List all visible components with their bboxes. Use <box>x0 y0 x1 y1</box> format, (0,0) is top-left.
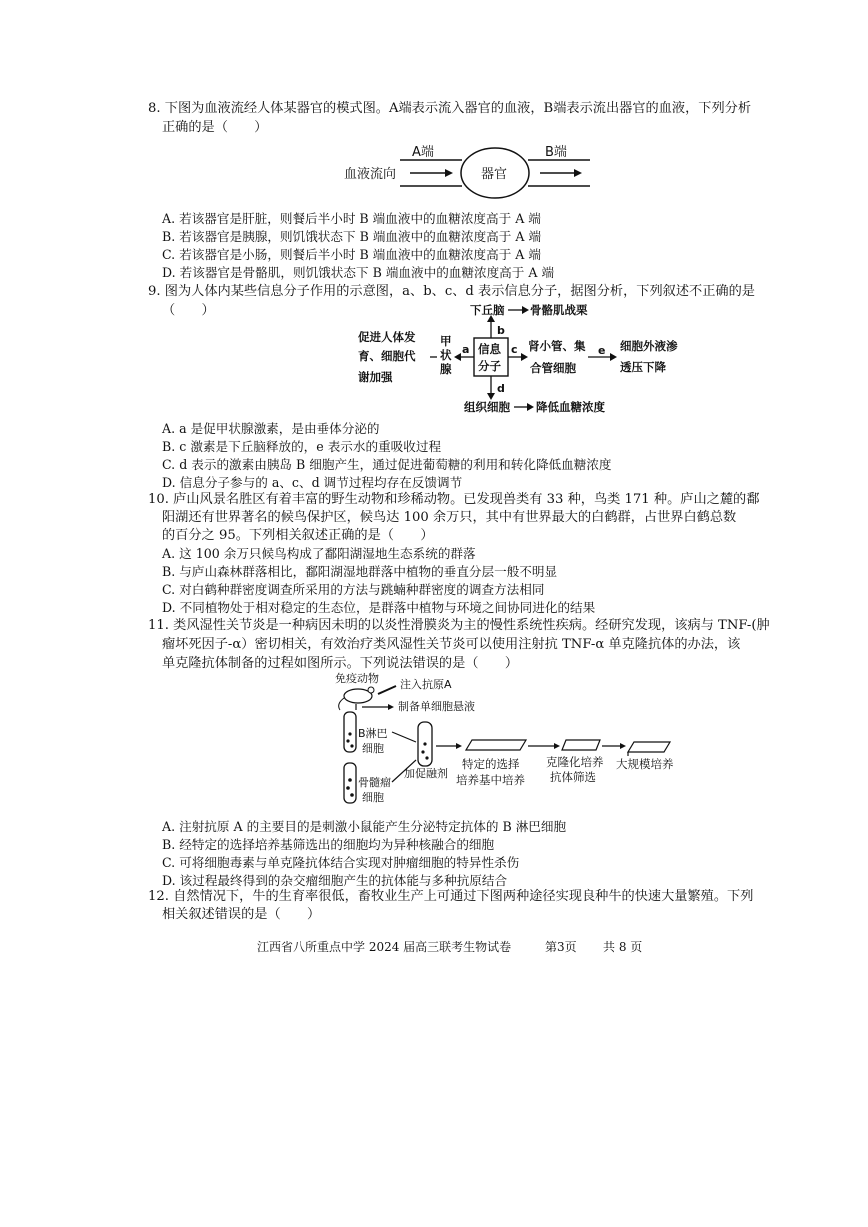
q11-fusion-dot-2 <box>421 750 424 753</box>
q10-option-b: B. 与庐山森林群落相比，鄱阳湖湿地群落中植物的垂直分层一般不明显 <box>162 564 558 579</box>
q8-flow-label: 血液流向 <box>344 167 397 182</box>
q12-stem-line2: 相关叙述错误的是（ ） <box>162 907 321 922</box>
q9-label-b: b <box>497 324 505 337</box>
q9-option-b: B. c 激素是下丘脑释放的，e 表示水的重吸收过程 <box>162 439 442 454</box>
q9-stem-line2: （ ） <box>162 303 215 318</box>
q11-inject: 注入抗原A <box>400 678 452 691</box>
q11-option-a: A. 注射抗原 A 的主要目的是刺激小鼠能产生分泌特定抗体的 B 淋巴细胞 <box>162 819 567 834</box>
q9-left-effect-2: 育、细胞代 <box>358 349 416 363</box>
q11-b-cell-1: B淋巴 <box>358 727 388 740</box>
q10-stem-line1: 10. 庐山风景名胜区有着丰富的野生动物和珍稀动物。已发现兽类有 33 种，鸟类 171 种。庐山之麓的鄱 <box>148 492 760 507</box>
q11-option-c: C. 可将细胞毒素与单克隆抗体结合实现对肿瘤细胞的特异性杀伤 <box>162 855 520 870</box>
q9-left-target-3: 腺 <box>440 362 452 376</box>
mouse-tail-icon <box>339 698 344 710</box>
q9-left-effect-1: 促进人体发 <box>358 330 416 344</box>
q11-b-cell-dot-1 <box>348 732 351 735</box>
q11-option-d: D. 该过程最终得到的杂交瘤细胞产生的抗体能与多种抗原结合 <box>162 873 508 888</box>
q11-select-1: 特定的选择 <box>462 757 520 771</box>
q11-fusion: 加促融剂 <box>404 767 448 780</box>
q11-b-cell-dot-2 <box>346 739 349 742</box>
q9-right-target-1: 肾小管、集 <box>528 339 586 353</box>
q11-b-cell-2: 细胞 <box>362 742 384 755</box>
q9-right-target-2: 合管细胞 <box>530 361 576 375</box>
q8-option-c: C. 若该器官是小肠，则餐后半小时 B 端血液中的血糖浓度高于 A 端 <box>162 247 541 262</box>
q8-stem-line2: 正确的是（ ） <box>162 120 268 135</box>
q8-option-b: B. 若该器官是胰腺，则饥饿状态下 B 端血液中的血糖浓度高于 A 端 <box>162 229 542 244</box>
q9-label-a: a <box>462 343 470 356</box>
q10-option-c: C. 对白鹤种群密度调查所采用的方法与跳蝻种群密度的调查方法相同 <box>162 582 545 597</box>
q9-bottom-target: 组织细胞 <box>464 400 510 414</box>
mouse-ear-icon <box>368 687 374 693</box>
q8-end-a: A端 <box>412 145 434 160</box>
q9-left-effect-3: 谢加强 <box>358 370 393 384</box>
q9-option-c: C. d 表示的激素由胰岛 B 细胞产生，通过促进葡萄糖的利用和转化降低血糖浓度 <box>162 457 612 472</box>
q11-arrow-prepare-head <box>388 704 394 710</box>
q9-right-effect-2: 透压下降 <box>620 360 666 374</box>
q11-clone-1: 克隆化培养 <box>546 755 604 769</box>
q11-fusion-dot-3 <box>425 756 428 759</box>
q11-prepare: 制备单细胞悬液 <box>398 700 475 713</box>
q9-left-target-1: 甲 <box>440 334 452 348</box>
syringe-icon <box>378 686 396 694</box>
q11-culture-vessel <box>628 742 670 752</box>
q11-stem-line1: 11. 类风湿性关节炎是一种病因未明的以炎性滑膜炎为主的慢性系统性疾病。经研究发现，该病与 TNF-(肿 <box>148 618 770 633</box>
q11-plate-2 <box>562 740 600 750</box>
q9-option-a: A. a 是促甲状腺激素，是由垂体分泌的 <box>162 421 380 436</box>
q11-fusion-dot-1 <box>423 742 426 745</box>
q11-myeloma-2: 细胞 <box>362 791 384 804</box>
q8-stem-line1: 8. 下图为血液流经人体某器官的模式图。A端表示流入器官的血液，B端表示流出器官的血液，下列分析 <box>148 101 752 116</box>
q11-myeloma-dot-2 <box>346 786 350 790</box>
q9-label-e: e <box>598 344 606 357</box>
q8-organ-label: 器官 <box>481 167 508 182</box>
q10-option-a: A. 这 100 余万只候鸟构成了鄱阳湖湿地生态系统的群落 <box>162 546 476 561</box>
footer-page-number: 第3页 <box>545 940 577 954</box>
q9-right-effect-1: 细胞外液渗 <box>620 339 678 353</box>
q11-stem-line3: 单克隆抗体制备的过程如图所示。下列说法错误的是（ ） <box>162 656 519 671</box>
q8-option-d: D. 若该器官是骨骼肌，则饥饿状态下 B 端血液中的血糖浓度高于 A 端 <box>162 265 555 280</box>
footer-exam-title: 江西省八所重点中学 2024 届高三联考生物试卷 <box>257 940 512 954</box>
q11-option-b: B. 经特定的选择培养基筛选出的细胞均为异种核融合的细胞 <box>162 837 495 852</box>
q9-option-d: D. 信息分子参与的 a、c、d 调节过程均存在反馈调节 <box>162 475 463 490</box>
q11-plate-1 <box>466 740 526 750</box>
q8-option-a: A. 若该器官是肝脏，则餐后半小时 B 端血液中的血糖浓度高于 A 端 <box>162 211 541 226</box>
q11-select-2: 培养基中培养 <box>456 773 525 787</box>
q10-stem-line2: 阳湖还有世界著名的候鸟保护区，候鸟达 100 余万只，其中有世界最大的白鹤群，占世界白鹤总数 <box>162 510 737 525</box>
q10-stem-line3: 的百分之 95。下列相关叙述正确的是（ ） <box>162 528 434 543</box>
q9-label-d: d <box>497 382 505 395</box>
q11-myeloma-dot-1 <box>348 778 352 782</box>
q11-myeloma-dot-3 <box>350 793 354 797</box>
q8-end-b: B端 <box>545 145 567 160</box>
q11-arrow-to-select-head <box>456 743 462 749</box>
q9-center-line1: 信息 <box>478 342 501 356</box>
q9-stem-line1: 9. 图为人体内某些信息分子作用的示意图，a、b、c、d 表示信息分子，据图分析，下列叙述不正确的是 <box>148 284 755 299</box>
q9-bottom-effect: 降低血糖浓度 <box>536 400 605 414</box>
q11-myeloma-tube <box>344 763 356 803</box>
q9-label-c: c <box>511 343 518 356</box>
q11-arrow-to-clone-head <box>554 743 560 749</box>
q11-myeloma-1: 骨髓瘤 <box>358 776 391 789</box>
q10-option-d: D. 不同植物处于相对稳定的生态位，是群落中植物与环境之间协同进化的结果 <box>162 600 596 615</box>
q9-left-target-2: 状 <box>440 348 452 362</box>
q11-stem-line2: 瘤坏死因子-α）密切相关，有效治疗类风湿性关节炎可以使用注射抗 TNF-α 单克隆抗体的办法，该 <box>162 637 741 652</box>
q11-immune-animal: 免疫动物 <box>335 672 379 685</box>
q11-b-cell-dot-3 <box>350 744 353 747</box>
q9-top-effect: 骨骼肌战栗 <box>530 303 588 317</box>
q12-stem-line1: 12. 自然情况下，牛的生育率很低，畜牧业生产上可通过下图两种途径实现良种牛的快速大量繁殖。下列 <box>148 889 754 904</box>
q11-mass: 大规模培养 <box>616 757 674 771</box>
q9-top-target: 下丘脑 <box>470 303 505 317</box>
footer-total-pages: 共 8 页 <box>603 940 643 954</box>
q11-arrow-b-to-fusion <box>392 732 416 742</box>
q9-center-line2: 分子 <box>478 359 501 373</box>
q11-b-cell-tube <box>344 712 356 752</box>
q11-clone-2: 抗体筛选 <box>550 770 596 784</box>
q11-arrow-to-mass-head <box>620 743 626 749</box>
